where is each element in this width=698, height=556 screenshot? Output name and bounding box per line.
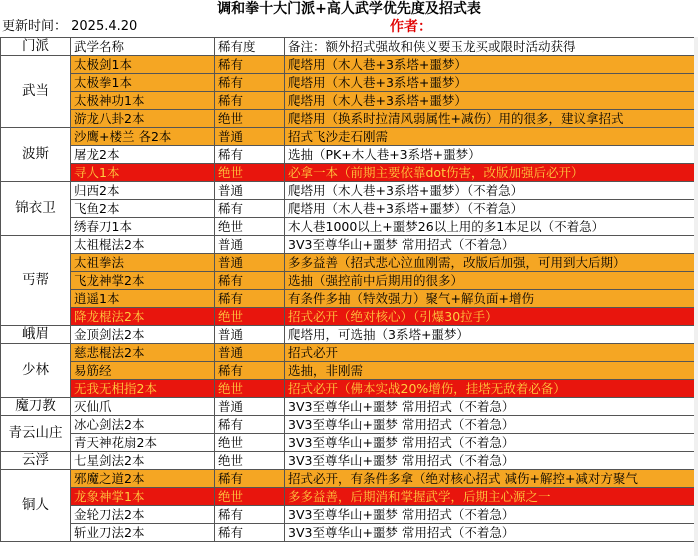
note-cell[interactable]: 选抽（强控前中后期用的很多） bbox=[285, 272, 695, 290]
rarity-cell[interactable]: 稀有 bbox=[215, 74, 285, 92]
table-row bbox=[1, 524, 695, 542]
table-row bbox=[1, 272, 695, 290]
note-cell[interactable]: 爬塔用（木人巷+3系塔+噩梦） bbox=[285, 74, 695, 92]
rarity-cell[interactable]: 普通 bbox=[215, 326, 285, 344]
skill-cell[interactable]: 游龙八卦2本 bbox=[71, 110, 215, 128]
rarity-cell[interactable]: 普通 bbox=[215, 128, 285, 146]
note-cell[interactable]: 3V3至尊华山+噩梦 常用招式（不着急） bbox=[285, 434, 695, 452]
rarity-cell[interactable]: 普通 bbox=[215, 182, 285, 200]
table-row bbox=[1, 218, 695, 236]
rarity-cell[interactable]: 稀有 bbox=[215, 470, 285, 488]
sect-cell[interactable]: 波斯 bbox=[1, 128, 71, 182]
table-row bbox=[1, 164, 695, 182]
rarity-cell[interactable]: 普通 bbox=[215, 236, 285, 254]
table-row bbox=[1, 344, 695, 362]
rarity-cell[interactable]: 稀有 bbox=[215, 56, 285, 74]
sect-cell[interactable]: 峨眉 bbox=[1, 326, 71, 344]
skill-cell[interactable]: 金顶剑法2本 bbox=[71, 326, 215, 344]
rarity-cell[interactable]: 绝世 bbox=[215, 218, 285, 236]
skill-cell[interactable]: 寻人1本 bbox=[71, 164, 215, 182]
skill-cell[interactable]: 绣春刀1本 bbox=[71, 218, 215, 236]
sect-cell[interactable]: 锦衣卫 bbox=[1, 182, 71, 236]
note-cell[interactable]: 爬塔用（木人巷+3系塔+噩梦）（不着急） bbox=[285, 182, 695, 200]
update-row bbox=[0, 18, 698, 36]
note-cell[interactable]: 木人巷1000以上+噩梦26以上用的多1本足以（不着急） bbox=[285, 218, 695, 236]
sect-cell[interactable]: 铜人 bbox=[1, 470, 71, 542]
note-cell[interactable]: 3V3至尊华山+噩梦 常用招式（不着急） bbox=[285, 524, 695, 542]
note-cell[interactable]: 3V3至尊华山+噩梦 常用招式（不着急） bbox=[285, 398, 695, 416]
table-row bbox=[1, 380, 695, 398]
table-row bbox=[1, 146, 695, 164]
note-cell[interactable]: 爬塔用（换系时拉清风弱属性+减伤）用的很多，建议拿招式 bbox=[285, 110, 695, 128]
rarity-cell[interactable]: 稀有 bbox=[215, 272, 285, 290]
table-row bbox=[1, 488, 695, 506]
note-cell[interactable]: 招式必开 bbox=[285, 344, 695, 362]
table-row bbox=[1, 362, 695, 380]
note-cell[interactable]: 招式必开（佛本实战20%增伤，挂塔无敌着必备） bbox=[285, 380, 695, 398]
skill-cell[interactable]: 灭仙爪 bbox=[71, 398, 215, 416]
sect-cell[interactable]: 少林 bbox=[1, 344, 71, 398]
header-rarity[interactable]: 稀有度 bbox=[215, 38, 285, 56]
rarity-cell[interactable]: 绝世 bbox=[215, 434, 285, 452]
rarity-cell[interactable]: 稀有 bbox=[215, 200, 285, 218]
table-row bbox=[1, 236, 695, 254]
table-row bbox=[1, 470, 695, 488]
table-row bbox=[1, 74, 695, 92]
skill-cell[interactable]: 慈悲棍法2本 bbox=[71, 344, 215, 362]
skill-cell[interactable]: 归西2本 bbox=[71, 182, 215, 200]
rarity-cell[interactable]: 绝世 bbox=[215, 164, 285, 182]
sect-cell[interactable]: 魔刀教 bbox=[1, 398, 71, 416]
skill-cell[interactable]: 七星剑法2本 bbox=[71, 452, 215, 470]
rarity-cell[interactable]: 普通 bbox=[215, 344, 285, 362]
sect-cell[interactable]: 武当 bbox=[1, 56, 71, 128]
table-row bbox=[1, 56, 695, 74]
note-cell[interactable]: 多多益善（招式悲心泣血刚需，改版后加强，可用到大后期） bbox=[285, 254, 695, 272]
note-cell[interactable]: 3V3至尊华山+噩梦 常用招式（不着急） bbox=[285, 452, 695, 470]
skill-cell[interactable]: 太祖棍法2本 bbox=[71, 236, 215, 254]
skill-cell[interactable]: 屠龙2本 bbox=[71, 146, 215, 164]
table-row bbox=[1, 452, 695, 470]
rarity-cell[interactable]: 绝世 bbox=[215, 110, 285, 128]
sect-cell[interactable]: 丐帮 bbox=[1, 236, 71, 326]
skill-cell[interactable]: 飞龙神掌2本 bbox=[71, 272, 215, 290]
scroll-edge bbox=[694, 37, 698, 556]
rarity-cell[interactable]: 稀有 bbox=[215, 506, 285, 524]
skill-cell[interactable]: 太极拳1本 bbox=[71, 74, 215, 92]
note-cell[interactable]: 3V3至尊华山+噩梦 常用招式（不着急） bbox=[285, 506, 695, 524]
rarity-cell[interactable]: 绝世 bbox=[215, 452, 285, 470]
skill-cell[interactable]: 逍遥1本 bbox=[71, 290, 215, 308]
note-cell[interactable]: 爬塔用，可选抽（3系塔+噩梦） bbox=[285, 326, 695, 344]
header-note[interactable]: 备注：额外招式强故和侠义要玉龙买或限时活动获得 bbox=[285, 38, 695, 56]
table-row bbox=[1, 434, 695, 452]
rarity-cell[interactable]: 稀有 bbox=[215, 416, 285, 434]
table-row bbox=[1, 308, 695, 326]
skill-cell[interactable]: 邪魔之道2本 bbox=[71, 470, 215, 488]
note-cell[interactable]: 选抽，非刚需 bbox=[285, 362, 695, 380]
skills-table bbox=[0, 37, 695, 542]
note-cell[interactable]: 招式必开，有条件多拿（绝对核心招式 减伤+解控+减对方聚气 bbox=[285, 470, 695, 488]
table-row bbox=[1, 416, 695, 434]
skill-cell[interactable]: 太极神功1本 bbox=[71, 92, 215, 110]
note-cell[interactable]: 招式飞沙走石刚需 bbox=[285, 128, 695, 146]
note-cell[interactable]: 有条件多抽（特效强力）聚气+解负面+增伤 bbox=[285, 290, 695, 308]
skill-cell[interactable]: 青天神花扇2本 bbox=[71, 434, 215, 452]
note-cell[interactable]: 选抽（PK+木人巷+3系塔+噩梦） bbox=[285, 146, 695, 164]
author-label: 作者： bbox=[390, 19, 432, 35]
header-sect[interactable]: 门派 bbox=[1, 38, 71, 56]
update-time: 更新时间： 2025.4.20 bbox=[2, 19, 138, 34]
sect-cell[interactable]: 青云山庄 bbox=[1, 416, 71, 452]
sect-cell[interactable]: 云浮 bbox=[1, 452, 71, 470]
rarity-cell[interactable]: 稀有 bbox=[215, 290, 285, 308]
rarity-cell[interactable]: 普通 bbox=[215, 254, 285, 272]
table-row bbox=[1, 200, 695, 218]
rarity-cell[interactable]: 普通 bbox=[215, 398, 285, 416]
note-cell[interactable]: 招式必开（绝对核心）（引爆30拉手） bbox=[285, 308, 695, 326]
skill-cell[interactable]: 冰心剑法2本 bbox=[71, 416, 215, 434]
rarity-cell[interactable]: 稀有 bbox=[215, 92, 285, 110]
table-row bbox=[1, 398, 695, 416]
table-row bbox=[1, 182, 695, 200]
rarity-cell[interactable]: 绝世 bbox=[215, 308, 285, 326]
note-cell[interactable]: 爬塔用（木人巷+3系塔+噩梦） bbox=[285, 92, 695, 110]
skill-cell[interactable]: 降龙棍法2本 bbox=[71, 308, 215, 326]
rarity-cell[interactable]: 稀有 bbox=[215, 146, 285, 164]
table-row bbox=[1, 326, 695, 344]
table-row bbox=[1, 110, 695, 128]
header-skill[interactable]: 武学名称 bbox=[71, 38, 215, 56]
skill-cell[interactable]: 易筋经 bbox=[71, 362, 215, 380]
skill-cell[interactable]: 斩业刀法2本 bbox=[71, 524, 215, 542]
note-cell[interactable]: 必拿一本（前期主要依靠dot伤害，改版加强后必开） bbox=[285, 164, 695, 182]
skill-cell[interactable]: 太极剑1本 bbox=[71, 56, 215, 74]
note-cell[interactable]: 爬塔用（木人巷+3系塔+噩梦）（不着急） bbox=[285, 200, 695, 218]
note-cell[interactable]: 爬塔用（木人巷+3系塔+噩梦） bbox=[285, 56, 695, 74]
table-row bbox=[1, 128, 695, 146]
table-row bbox=[1, 254, 695, 272]
skill-cell[interactable]: 金轮刀法2本 bbox=[71, 506, 215, 524]
header-row bbox=[1, 38, 695, 56]
table-row bbox=[1, 92, 695, 110]
skill-cell[interactable]: 龙象神掌1本 bbox=[71, 488, 215, 506]
sheet-title: 调和拳十大门派+高人武学优先度及招式表 bbox=[217, 1, 481, 17]
table-row bbox=[1, 290, 695, 308]
rarity-cell[interactable]: 稀有 bbox=[215, 362, 285, 380]
skill-cell[interactable]: 无我无相指2本 bbox=[71, 380, 215, 398]
note-cell[interactable]: 多多益善，后期消和掌握武学，后期主心源之一 bbox=[285, 488, 695, 506]
skill-cell[interactable]: 沙鹰+楼兰 各2本 bbox=[71, 128, 215, 146]
rarity-cell[interactable]: 绝世 bbox=[215, 488, 285, 506]
table-row bbox=[1, 506, 695, 524]
skill-cell[interactable]: 太祖拳法 bbox=[71, 254, 215, 272]
note-cell[interactable]: 3V3至尊华山+噩梦 常用招式（不着急） bbox=[285, 416, 695, 434]
rarity-cell[interactable]: 稀有 bbox=[215, 524, 285, 542]
note-cell[interactable]: 3V3至尊华山+噩梦 常用招式（不着急） bbox=[285, 236, 695, 254]
rarity-cell[interactable]: 绝世 bbox=[215, 380, 285, 398]
skill-cell[interactable]: 飞鱼2本 bbox=[71, 200, 215, 218]
